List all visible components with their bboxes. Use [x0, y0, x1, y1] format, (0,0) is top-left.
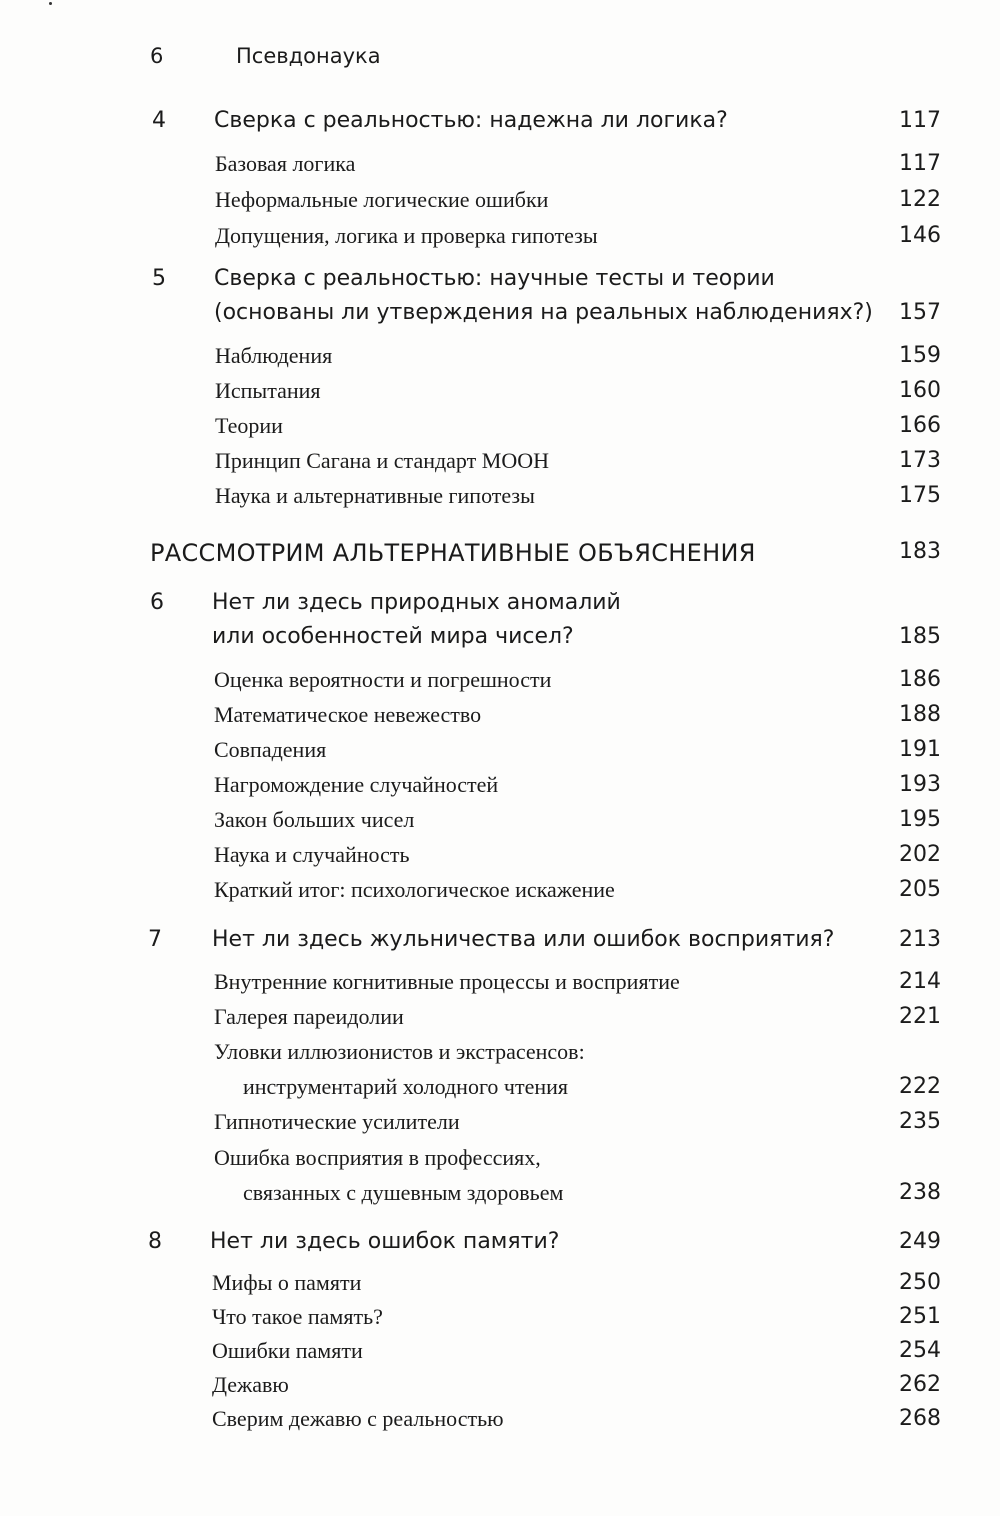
page-number: 193: [899, 772, 941, 797]
page-number: 250: [899, 1270, 941, 1295]
page-number: 249: [899, 1229, 941, 1254]
page-number: 185: [899, 624, 941, 649]
section-title: Оценка вероятности и погрешности: [214, 667, 552, 692]
chapter-number: 8: [148, 1229, 162, 1254]
section-title: Наука и случайность: [214, 842, 410, 867]
page-number: 186: [899, 667, 941, 692]
section-title: Ошибка восприятия в профессиях,: [214, 1145, 541, 1170]
section-title: Принцип Сагана и стандарт МООН: [215, 448, 549, 473]
part-title: РАССМОТРИМ АЛЬТЕРНАТИВНЫЕ ОБЪЯСНЕНИЯ: [150, 539, 756, 567]
page-number: 166: [899, 413, 941, 438]
section-title: Наблюдения: [215, 343, 333, 368]
section-title: Теории: [215, 413, 283, 438]
page-number: 183: [899, 539, 941, 564]
page-number: 238: [899, 1180, 941, 1205]
section-title: Дежавю: [212, 1372, 289, 1397]
page-number: 254: [899, 1338, 941, 1363]
section-title: Уловки иллюзионистов и экстрасенсов:: [214, 1039, 585, 1064]
scan-speck: [49, 2, 52, 5]
chapter-title-line2: (основаны ли утверждения на реальных наблюдениях?): [214, 300, 873, 325]
section-title-line2: связанных с душевным здоровьем: [243, 1180, 564, 1205]
header-page-number: 6: [150, 44, 164, 68]
section-title: Испытания: [215, 378, 321, 403]
chapter-number: 6: [150, 590, 164, 615]
page-number: 188: [899, 702, 941, 727]
page-number: 214: [899, 969, 941, 994]
page-number: 157: [899, 300, 941, 325]
page-number: 160: [899, 378, 941, 403]
section-title: Совпадения: [214, 737, 327, 762]
chapter-number: 7: [148, 927, 162, 952]
chapter-title: Нет ли здесь ошибок памяти?: [210, 1229, 560, 1254]
page-number: 222: [899, 1074, 941, 1099]
section-title: Что такое память?: [212, 1304, 383, 1329]
page-number: 221: [899, 1004, 941, 1029]
page-number: 205: [899, 877, 941, 902]
page-number: 173: [899, 448, 941, 473]
page-number: 117: [899, 108, 941, 133]
section-title: Неформальные логические ошибки: [215, 187, 549, 212]
section-title-line2: инструментарий холодного чтения: [243, 1074, 569, 1099]
page-number: 175: [899, 483, 941, 508]
page-number: 146: [899, 223, 941, 248]
chapter-number: 5: [152, 266, 166, 291]
section-title: Допущения, логика и проверка гипотезы: [215, 223, 598, 248]
page-number: 159: [899, 343, 941, 368]
chapter-title: Сверка с реальностью: надежна ли логика?: [214, 108, 728, 133]
page-number: 268: [899, 1406, 941, 1431]
section-title: Ошибки памяти: [212, 1338, 363, 1363]
section-title: Мифы о памяти: [212, 1270, 362, 1295]
section-title: Гипнотические усилители: [214, 1109, 460, 1134]
page-number: 191: [899, 737, 941, 762]
section-title: Математическое невежество: [214, 702, 482, 727]
chapter-number: 4: [152, 108, 166, 133]
section-title: Наука и альтернативные гипотезы: [215, 483, 535, 508]
section-title: Закон больших чисел: [214, 807, 415, 832]
page-number: 195: [899, 807, 941, 832]
page-number: 122: [899, 187, 941, 212]
page-number: 262: [899, 1372, 941, 1397]
section-title: Внутренние когнитивные процессы и восприятие: [214, 969, 680, 994]
section-title: Базовая логика: [215, 151, 356, 176]
section-title: Краткий итог: психологическое искажение: [214, 877, 615, 902]
page-number: 235: [899, 1109, 941, 1134]
page-number: 117: [899, 151, 941, 176]
section-title: Нагромождение случайностей: [214, 772, 499, 797]
section-title: Сверим дежавю с реальностью: [212, 1406, 504, 1431]
page-number: 251: [899, 1304, 941, 1329]
page-number: 213: [899, 927, 941, 952]
chapter-title-line2: или особенностей мира чисел?: [212, 624, 574, 649]
header-running-title: Псевдонаука: [236, 44, 381, 68]
chapter-title: Нет ли здесь жульничества или ошибок восприятия?: [212, 927, 835, 952]
section-title: Галерея пареидолии: [214, 1004, 404, 1029]
chapter-title: Сверка с реальностью: научные тесты и теории: [214, 266, 775, 291]
chapter-title: Нет ли здесь природных аномалий: [212, 590, 621, 615]
page-number: 202: [899, 842, 941, 867]
